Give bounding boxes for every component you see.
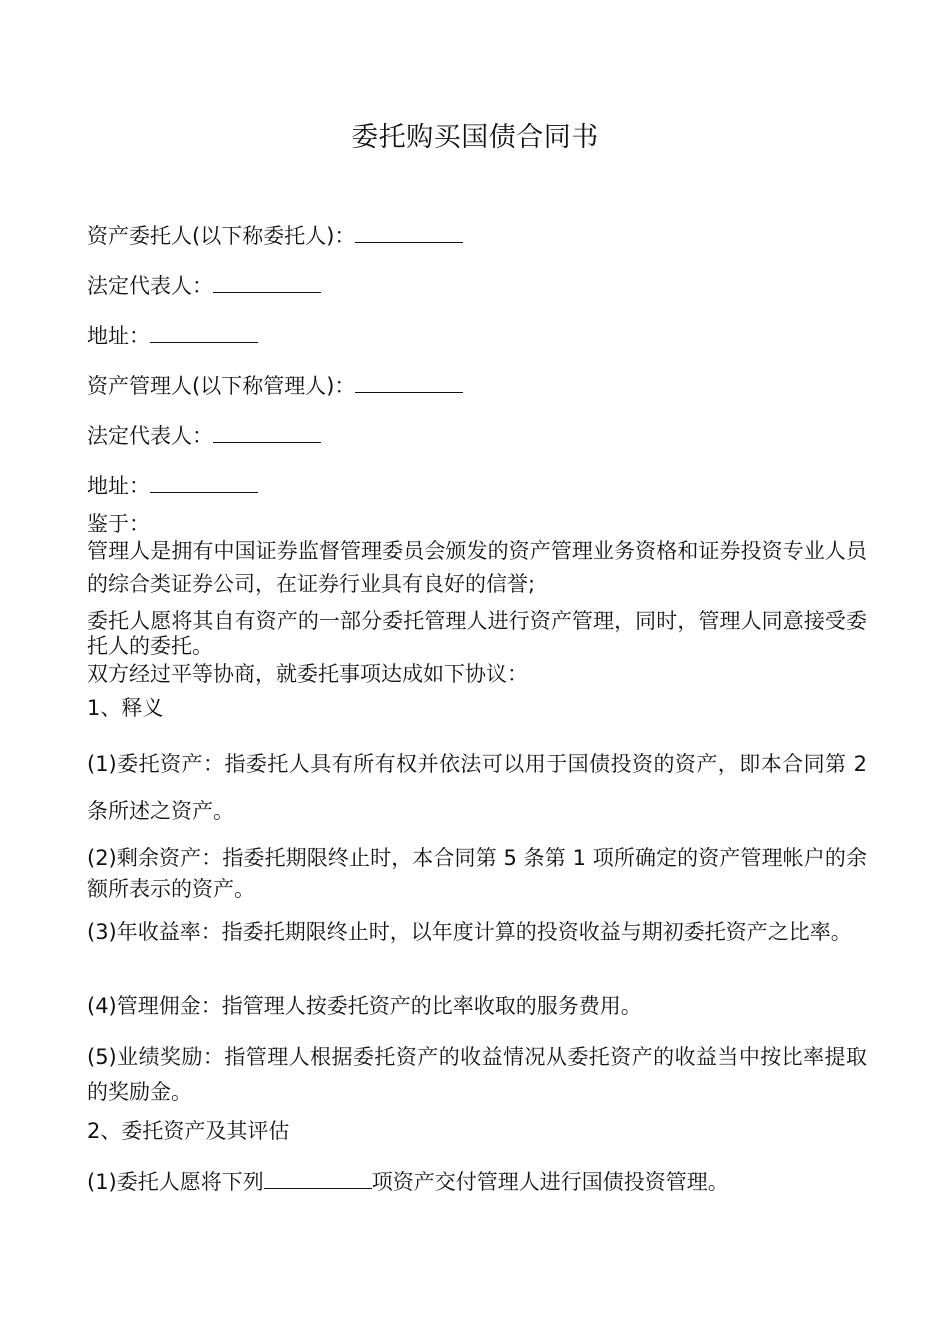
manager-field [87, 372, 867, 400]
manager-legal-rep-label: 法定代表人： [87, 424, 213, 448]
entrustor-legal-rep-label: 法定代表人： [87, 274, 213, 298]
entrustor-blank[interactable] [355, 222, 463, 243]
agreement-intro: 双方经过平等协商，就委托事项达成如下协议： [87, 662, 528, 686]
section-2-heading: 2、委托资产及其评估 [87, 1119, 290, 1143]
whereas-clause-2: 委托人愿将其自有资产的一部分委托管理人进行资产管理，同时，管理人同意接受委托人的委托。 [87, 609, 867, 658]
section-1-heading: 1、释义 [87, 696, 164, 720]
clause-2-1 [87, 1168, 867, 1196]
manager-legal-rep-field [87, 422, 867, 450]
entrustor-address-blank[interactable] [150, 322, 258, 343]
clause-2-1-text-before: (1)委托人愿将下列 [87, 1170, 264, 1194]
definition-3: (3)年收益率：指委托期限终止时，以年度计算的投资收益与期初委托资产之比率。 [87, 920, 852, 944]
whereas-clause-1: 管理人是拥有中国证券监督管理委员会颁发的资产管理业务资格和证券投资专业人员的综合类证券公司，在证券行业具有良好的信誉; [87, 539, 867, 596]
entrustor-label: 资产委托人(以下称委托人)： [87, 224, 356, 248]
definition-1: (1)委托资产：指委托人具有所有权并依法可以用于国债投资的资产，即本合同第 2 条所述之资产。 [87, 752, 867, 823]
entrustor-field [87, 222, 867, 250]
clause-2-1-blank[interactable] [264, 1168, 372, 1189]
definition-5: (5)业绩奖励：指管理人根据委托资产的收益情况从委托资产的收益当中按比率提取的奖励金。 [87, 1045, 867, 1104]
definition-2: (2)剩余资产：指委托期限终止时，本合同第 5 条第 1 项所确定的资产管理帐户的余额所表示的资产。 [87, 846, 867, 901]
document-title: 委托购买国债合同书 [351, 122, 599, 153]
manager-label: 资产管理人(以下称管理人)： [87, 374, 356, 398]
manager-address-blank[interactable] [150, 472, 258, 493]
entrustor-legal-rep-field [87, 272, 867, 300]
entrustor-address-label: 地址： [87, 324, 150, 348]
definition-4: (4)管理佣金：指管理人按委托资产的比率收取的服务费用。 [87, 994, 642, 1018]
whereas-heading: 鉴于： [87, 512, 150, 536]
manager-blank[interactable] [355, 372, 463, 393]
manager-address-field [87, 472, 867, 500]
manager-legal-rep-blank[interactable] [213, 422, 321, 443]
manager-address-label: 地址： [87, 474, 150, 498]
clause-2-1-text-after: 项资产交付管理人进行国债投资管理。 [371, 1170, 729, 1194]
entrustor-address-field [87, 322, 867, 350]
entrustor-legal-rep-blank[interactable] [213, 272, 321, 293]
